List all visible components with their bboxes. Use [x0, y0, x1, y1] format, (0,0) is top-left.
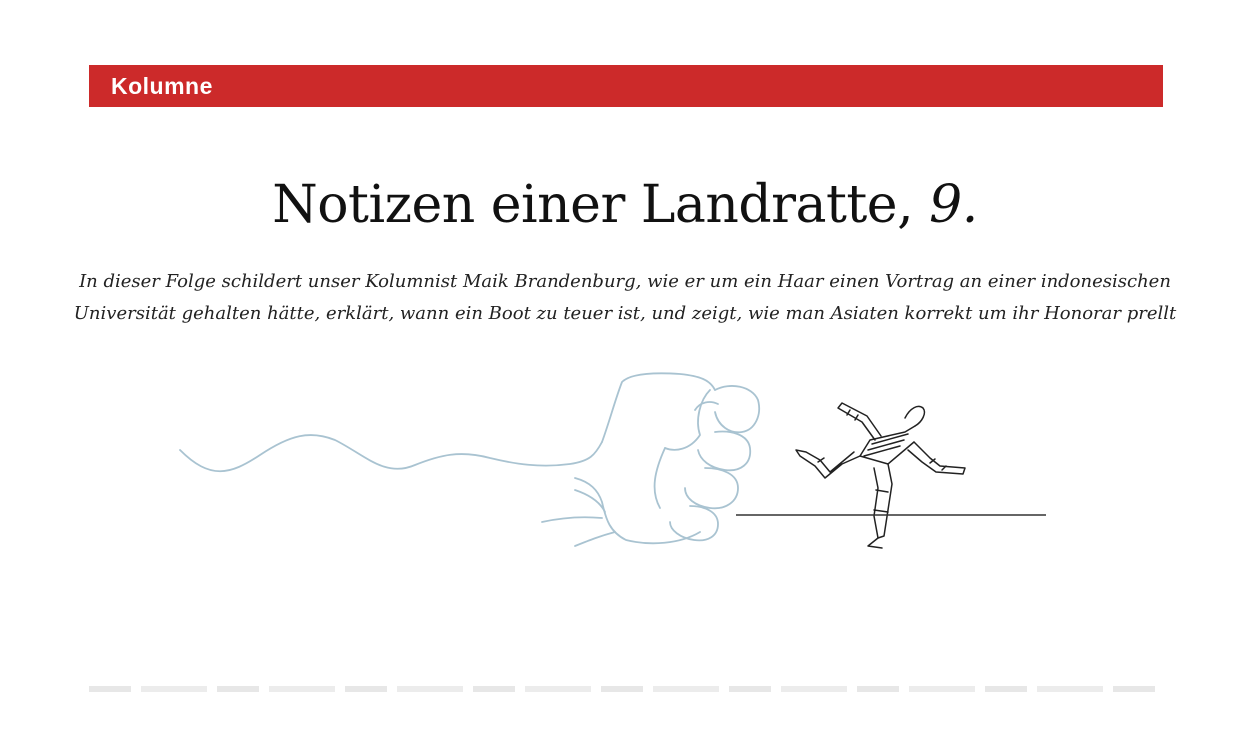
running-man-illustration	[796, 403, 965, 548]
teaser-line-1: In dieser Folge schildert unser Kolumnist Maik Brandenburg, wie er um ein Haar einen Vortrag an einer indonesischen	[79, 271, 1171, 292]
headline-text: Notizen einer Landratte,	[272, 175, 914, 235]
headline-number: 9.	[929, 175, 978, 235]
article-teaser	[60, 266, 1190, 330]
next-text-fade	[89, 686, 1163, 692]
fist-illustration	[180, 373, 759, 546]
section-kicker-label: Kolumne	[111, 73, 213, 99]
article-illustration	[170, 360, 1060, 570]
article-headline	[0, 170, 1250, 240]
section-kicker-bar	[89, 65, 1163, 107]
teaser-line-2: Universität gehalten hätte, erklärt, wann ein Boot zu teuer ist, und zeigt, wie man Asiaten korrekt um ihr Honorar prellt	[73, 303, 1177, 324]
